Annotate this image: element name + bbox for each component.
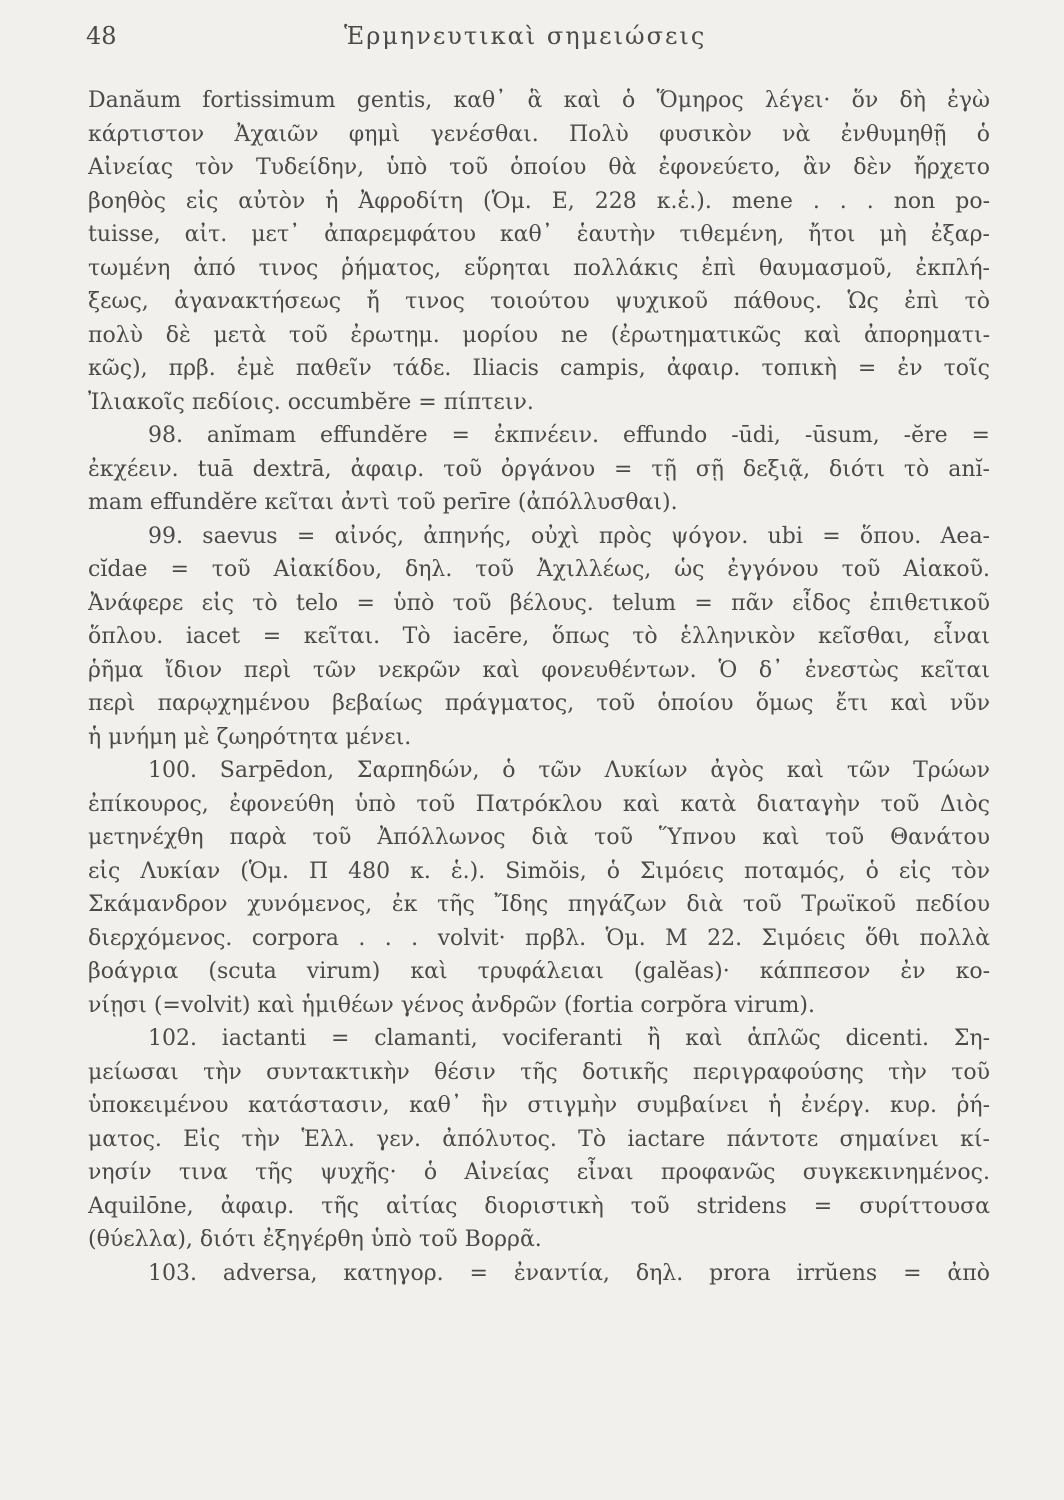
text-line: τωμένη ἀπό τινος ῥήματος, εὕρηται πολλάκις ἐπὶ θαυμασμοῦ, ἐκπλή-: [88, 255, 990, 281]
text-line: 98. anĭmam effundĕre = ἐκπνέειν. effundo -ūdi, -ūsum, -ĕre =: [148, 423, 990, 448]
running-head: Ἑρμηνευτικαὶ σημειώσεις: [344, 22, 707, 50]
text-line: νίῃσι (=volvit) καὶ ἡμιθέων γένος ἀνδρῶν (fortia corpŏra virum).: [88, 992, 815, 1018]
page-number: 48: [86, 22, 117, 50]
text-line: εἰς Λυκίαν (Ὁμ. Π 480 κ. ἑ.). Simŏis, ὁ Σιμόεις ποταμός, ὁ εἰς τὸν: [88, 858, 990, 884]
text-line: 100. Sarpēdon, Σαρπηδών, ὁ τῶν Λυκίων ἀγὸς καὶ τῶν Τρώων: [148, 758, 990, 783]
text-line: Danăum fortissimum gentis, καθ᾽ ἃ καὶ ὁ Ὅμηρος λέγει· ὅν δὴ ἐγὼ: [88, 88, 990, 113]
text-line: ὅπλου. iacet = κεῖται. Τὸ iacēre, ὅπως τὸ ἑλληνικὸν κεῖσθαι, εἶναι: [88, 624, 990, 649]
text-line: ματος. Εἰς τὴν Ἑλλ. γεν. ἀπόλυτος. Τὸ iactare πάντοτε σημαίνει κί-: [88, 1126, 990, 1152]
text-line: μείωσαι τὴν συντακτικὴν θέσιν τῆς δοτικῆς περιγραφούσης τὴν τοῦ: [88, 1059, 990, 1085]
text-line: κάρτιστον Ἀχαιῶν φημὶ γενέσθαι. Πολὺ φυσικὸν νὰ ἐνθυμηθῇ ὁ: [88, 121, 990, 147]
text-line: mam effundĕre κεῖται ἀντὶ τοῦ perīre (ἀπόλλυσθαι).: [88, 490, 678, 515]
text-line: 102. iactanti = clamanti, vociferanti ἢ καὶ ἁπλῶς dicenti. Ση-: [148, 1026, 990, 1051]
text-line: Ἰλιακοῖς πεδίοις. occumbĕre = πίπτειν.: [88, 389, 534, 415]
page-header: [86, 22, 986, 62]
text-line: βοάγρια (scuta virum) καὶ τρυφάλειαι (galĕas)· κάππεσον ἐν κο-: [88, 959, 990, 984]
text-line: Αἰνείας τὸν Τυδείδην, ὑπὸ τοῦ ὁποίου θὰ ἐφονεύετο, ἂν δὲν ἤρχετο: [88, 155, 990, 180]
text-line: ἡ μνήμη μὲ ζωηρότητα μένει.: [88, 724, 412, 750]
text-line: νησίν τινα τῆς ψυχῆς· ὁ Αἰνείας εἶναι προφανῶς συγκεκινημένος.: [88, 1160, 990, 1185]
text-line: περὶ παρῳχημένου βεβαίως πράγματος, τοῦ ὁποίου ὅμως ἔτι καὶ νῦν: [88, 691, 990, 716]
text-line: κῶς), πρβ. ἐμὲ παθεῖν τάδε. Iliacis campis, ἀφαιρ. τοπικὴ = ἐν τοῖς: [88, 356, 990, 381]
text-line: πολὺ δὲ μετὰ τοῦ ἐρωτημ. μορίου ne (ἐρωτηματικῶς καὶ ἀπορηματι-: [88, 322, 990, 348]
text-line: διερχόμενος. corpora . . . volvit· πρβλ. Ὁμ. Μ 22. Σιμόεις ὅθι πολλὰ: [88, 925, 990, 951]
text-line: ἐκχέειν. tuā dextrā, ἀφαιρ. τοῦ ὀργάνου = τῇ σῇ δεξιᾷ, διότι τὸ anĭ-: [88, 456, 990, 482]
text-line: ὑποκειμένου κατάστασιν, καθ᾽ ἣν στιγμὴν συμβαίνει ἡ ἐνέργ. κυρ. ῥή-: [88, 1093, 990, 1118]
text-line: μετηνέχθη παρὰ τοῦ Ἀπόλλωνος διὰ τοῦ Ὕπνου καὶ τοῦ Θανάτου: [88, 825, 990, 850]
text-line: (θύελλα), διότι ἐξηγέρθη ὑπὸ τοῦ Βορρᾶ.: [88, 1227, 542, 1252]
text-line: ξεως, ἀγανακτήσεως ἤ τινος τοιούτου ψυχικοῦ πάθους. Ὡς ἐπὶ τὸ: [88, 289, 990, 314]
text-line: cĭdae = τοῦ Αἰακίδου, δηλ. τοῦ Ἀχιλλέως, ὡς ἐγγόνου τοῦ Αἰακοῦ.: [88, 557, 990, 582]
text-line: tuisse, αἰτ. μετ᾽ ἀπαρεμφάτου καθ᾽ ἑαυτὴν τιθεμένη, ἤτοι μὴ ἐξαρ-: [88, 222, 990, 247]
body-text: [88, 84, 990, 1290]
text-line: βοηθὸς εἰς αὐτὸν ἡ Ἀφροδίτη (Ὁμ. Ε, 228 κ.ἑ.). mene . . . non po-: [88, 188, 990, 214]
text-line: Σκάμανδρον χυνόμενος, ἐκ τῆς Ἴδης πηγάζων διὰ τοῦ Τρωϊκοῦ πεδίου: [88, 892, 990, 917]
text-line: Ἀνάφερε εἰς τὸ telo = ὑπὸ τοῦ βέλους. telum = πᾶν εἶδος ἐπιθετικοῦ: [88, 590, 990, 616]
text-line: 99. saevus = αἰνός, ἀπηνής, οὐχὶ πρὸς ψόγον. ubi = ὅπου. Aea-: [148, 523, 990, 549]
text-line: Aquilōne, ἀφαιρ. τῆς αἰτίας διοριστικὴ τοῦ stridens = συρίττουσα: [88, 1193, 990, 1219]
text-line: 103. adversa, κατηγορ. = ἐναντία, δηλ. prora irrŭens = ἀπὸ: [148, 1260, 990, 1286]
text-line: ῥῆμα ἴδιον περὶ τῶν νεκρῶν καὶ φονευθέντων. Ὁ δ᾽ ἐνεστὼς κεῖται: [88, 657, 990, 683]
text-line: ἐπίκουρος, ἐφονεύθη ὑπὸ τοῦ Πατρόκλου καὶ κατὰ διαταγὴν τοῦ Διὸς: [88, 791, 990, 817]
